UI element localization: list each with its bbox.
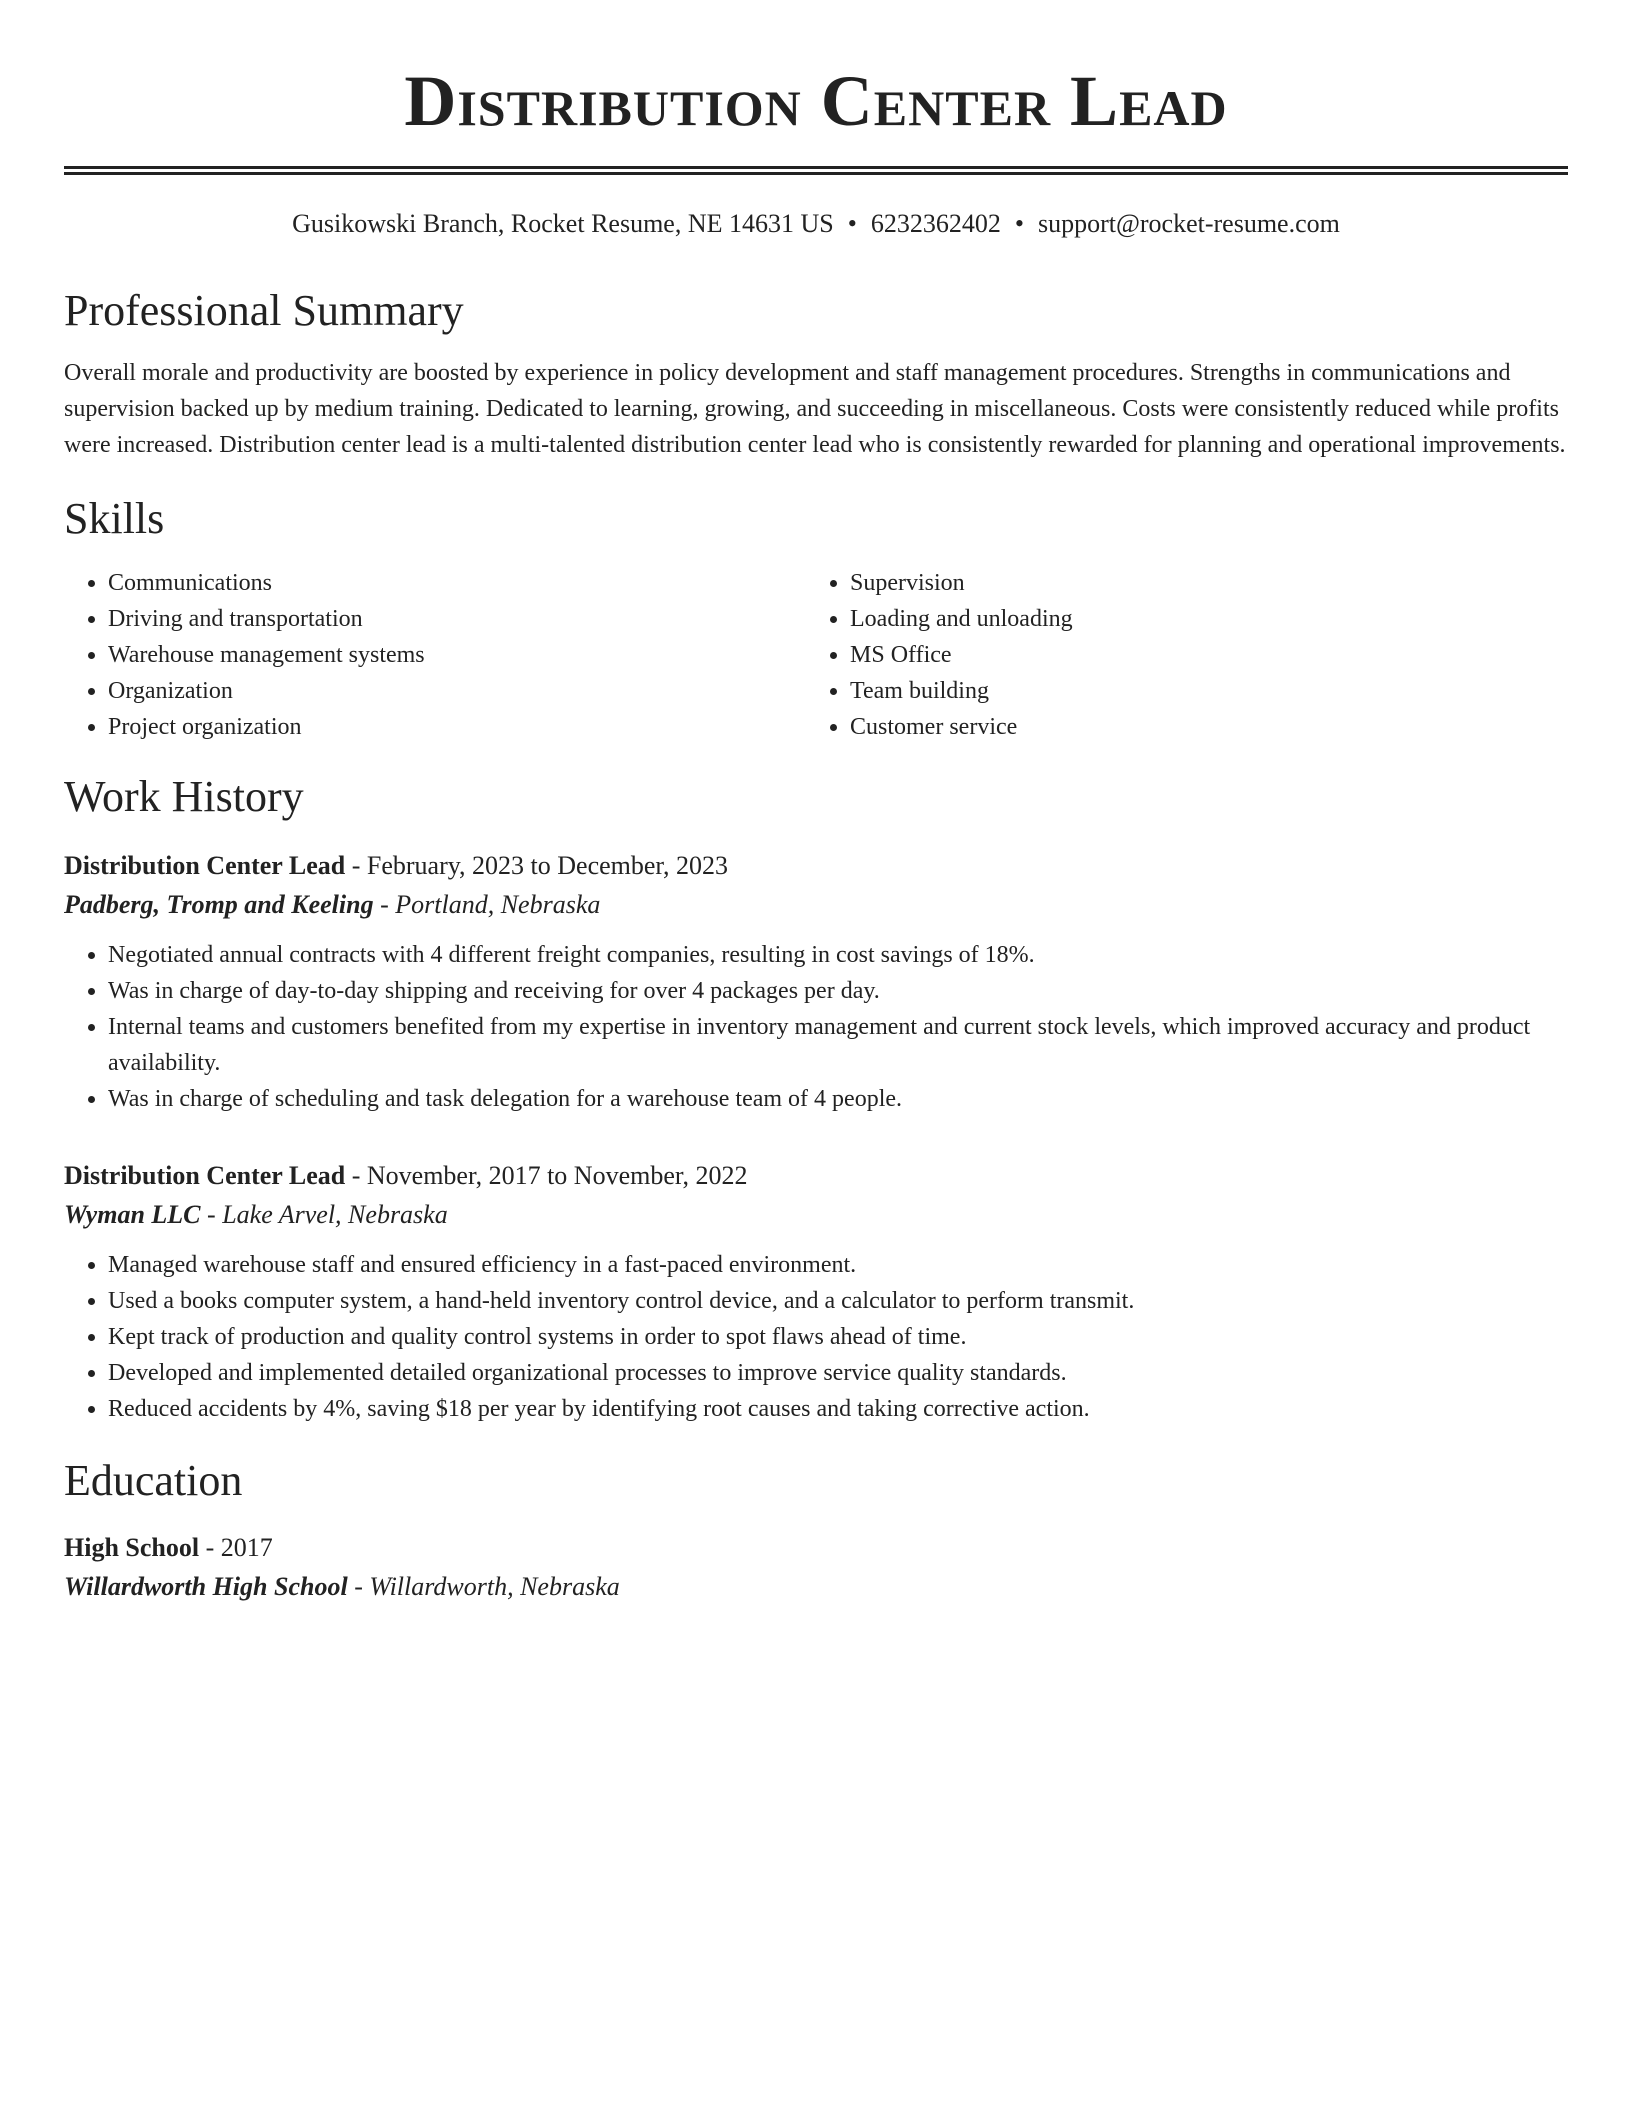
skill-item: • Project organization	[108, 709, 806, 745]
job-company: Padberg, Tromp and Keeling	[64, 890, 374, 919]
skill-item: • Team building	[850, 673, 1568, 709]
resume-title: Distribution Center Lead	[404, 61, 1228, 141]
graduation-year: 2017	[220, 1533, 273, 1562]
skills-list-right	[806, 565, 1568, 745]
skills-list-left	[64, 565, 806, 745]
job-entry	[64, 1157, 1568, 1427]
contact-address: Gusikowski Branch, Rocket Resume, NE 14631 US	[292, 209, 834, 238]
job-role: Distribution Center Lead	[64, 1161, 346, 1190]
degree-line	[64, 1529, 1568, 1567]
school-name: Willardworth High School	[64, 1572, 348, 1601]
degree: High School	[64, 1533, 200, 1562]
dash: -	[345, 851, 367, 880]
contact-line	[64, 207, 1568, 241]
employer-line	[64, 885, 1568, 925]
work-history-heading: Work History	[64, 772, 304, 821]
job-bullet: • Developed and implemented detailed organizational processes to improve service quality standards.	[108, 1355, 1568, 1391]
education-heading: Education	[64, 1456, 243, 1505]
job-location: Lake Arvel, Nebraska	[222, 1200, 448, 1229]
dash: -	[200, 1200, 223, 1229]
contact-email: support@rocket-resume.com	[1037, 209, 1340, 238]
skill-item: • MS Office	[850, 637, 1568, 673]
job-title-line	[64, 847, 1568, 885]
dash: -	[345, 1161, 367, 1190]
contact-separator: •	[847, 209, 857, 238]
job-entry	[64, 847, 1568, 1117]
skill-item: • Customer service	[850, 709, 1568, 745]
contact-separator: •	[1014, 209, 1024, 238]
job-dates: November, 2017 to November, 2022	[366, 1161, 748, 1190]
job-role: Distribution Center Lead	[64, 851, 346, 880]
skill-item: • Communications	[108, 565, 806, 601]
summary-text: Overall morale and productivity are boosted by experience in policy development and staff management procedures. Strengths in communications and supervision backed up by medium training. Dedicated to learning, growing, and succeeding in miscellaneous. Costs were consistently reduced while profits were increased. Distribution center lead is a multi-talented distribution center lead who is consistently rewarded for planning and operational improvements.	[64, 360, 1566, 458]
job-bullet: • Managed warehouse staff and ensured efficiency in a fast-paced environment.	[108, 1247, 1568, 1283]
job-dates: February, 2023 to December, 2023	[366, 851, 729, 880]
title-divider	[64, 166, 1568, 175]
contact-phone: 6232362402	[870, 209, 1001, 238]
school-line	[64, 1567, 1568, 1607]
skill-item: • Driving and transportation	[108, 601, 806, 637]
school-location: Willardworth, Nebraska	[369, 1572, 620, 1601]
skill-item: • Loading and unloading	[850, 601, 1568, 637]
skills-heading: Skills	[64, 494, 165, 543]
job-bullets	[64, 1247, 1568, 1427]
job-location: Portland, Nebraska	[395, 890, 601, 919]
skills-grid	[64, 565, 1568, 745]
job-bullets	[64, 937, 1568, 1117]
job-title-line	[64, 1157, 1568, 1195]
dash: -	[373, 890, 396, 919]
summary-heading: Professional Summary	[64, 286, 464, 335]
job-bullet: • Used a books computer system, a hand-held inventory control device, and a calculator to perform transmit.	[108, 1283, 1568, 1319]
job-bullet: • Reduced accidents by 4%, saving $18 per year by identifying root causes and taking corrective action.	[108, 1391, 1568, 1427]
job-bullet: • Was in charge of day-to-day shipping and receiving for over 4 packages per day.	[108, 973, 1568, 1009]
employer-line	[64, 1195, 1568, 1235]
education-entry	[64, 1529, 1568, 1607]
job-bullet: • Kept track of production and quality control systems in order to spot flaws ahead of time.	[108, 1319, 1568, 1355]
skill-item: • Warehouse management systems	[108, 637, 806, 673]
job-bullet: • Internal teams and customers benefited from my expertise in inventory management and current stock levels, which improved accuracy and product availability.	[108, 1009, 1568, 1081]
dash: -	[199, 1533, 221, 1562]
job-bullet: • Was in charge of scheduling and task delegation for a warehouse team of 4 people.	[108, 1081, 1568, 1117]
skill-item: • Organization	[108, 673, 806, 709]
job-bullet: • Negotiated annual contracts with 4 different freight companies, resulting in cost savings of 18%.	[108, 937, 1568, 973]
job-company: Wyman LLC	[64, 1200, 201, 1229]
skill-item: • Supervision	[850, 565, 1568, 601]
dash: -	[347, 1572, 370, 1601]
